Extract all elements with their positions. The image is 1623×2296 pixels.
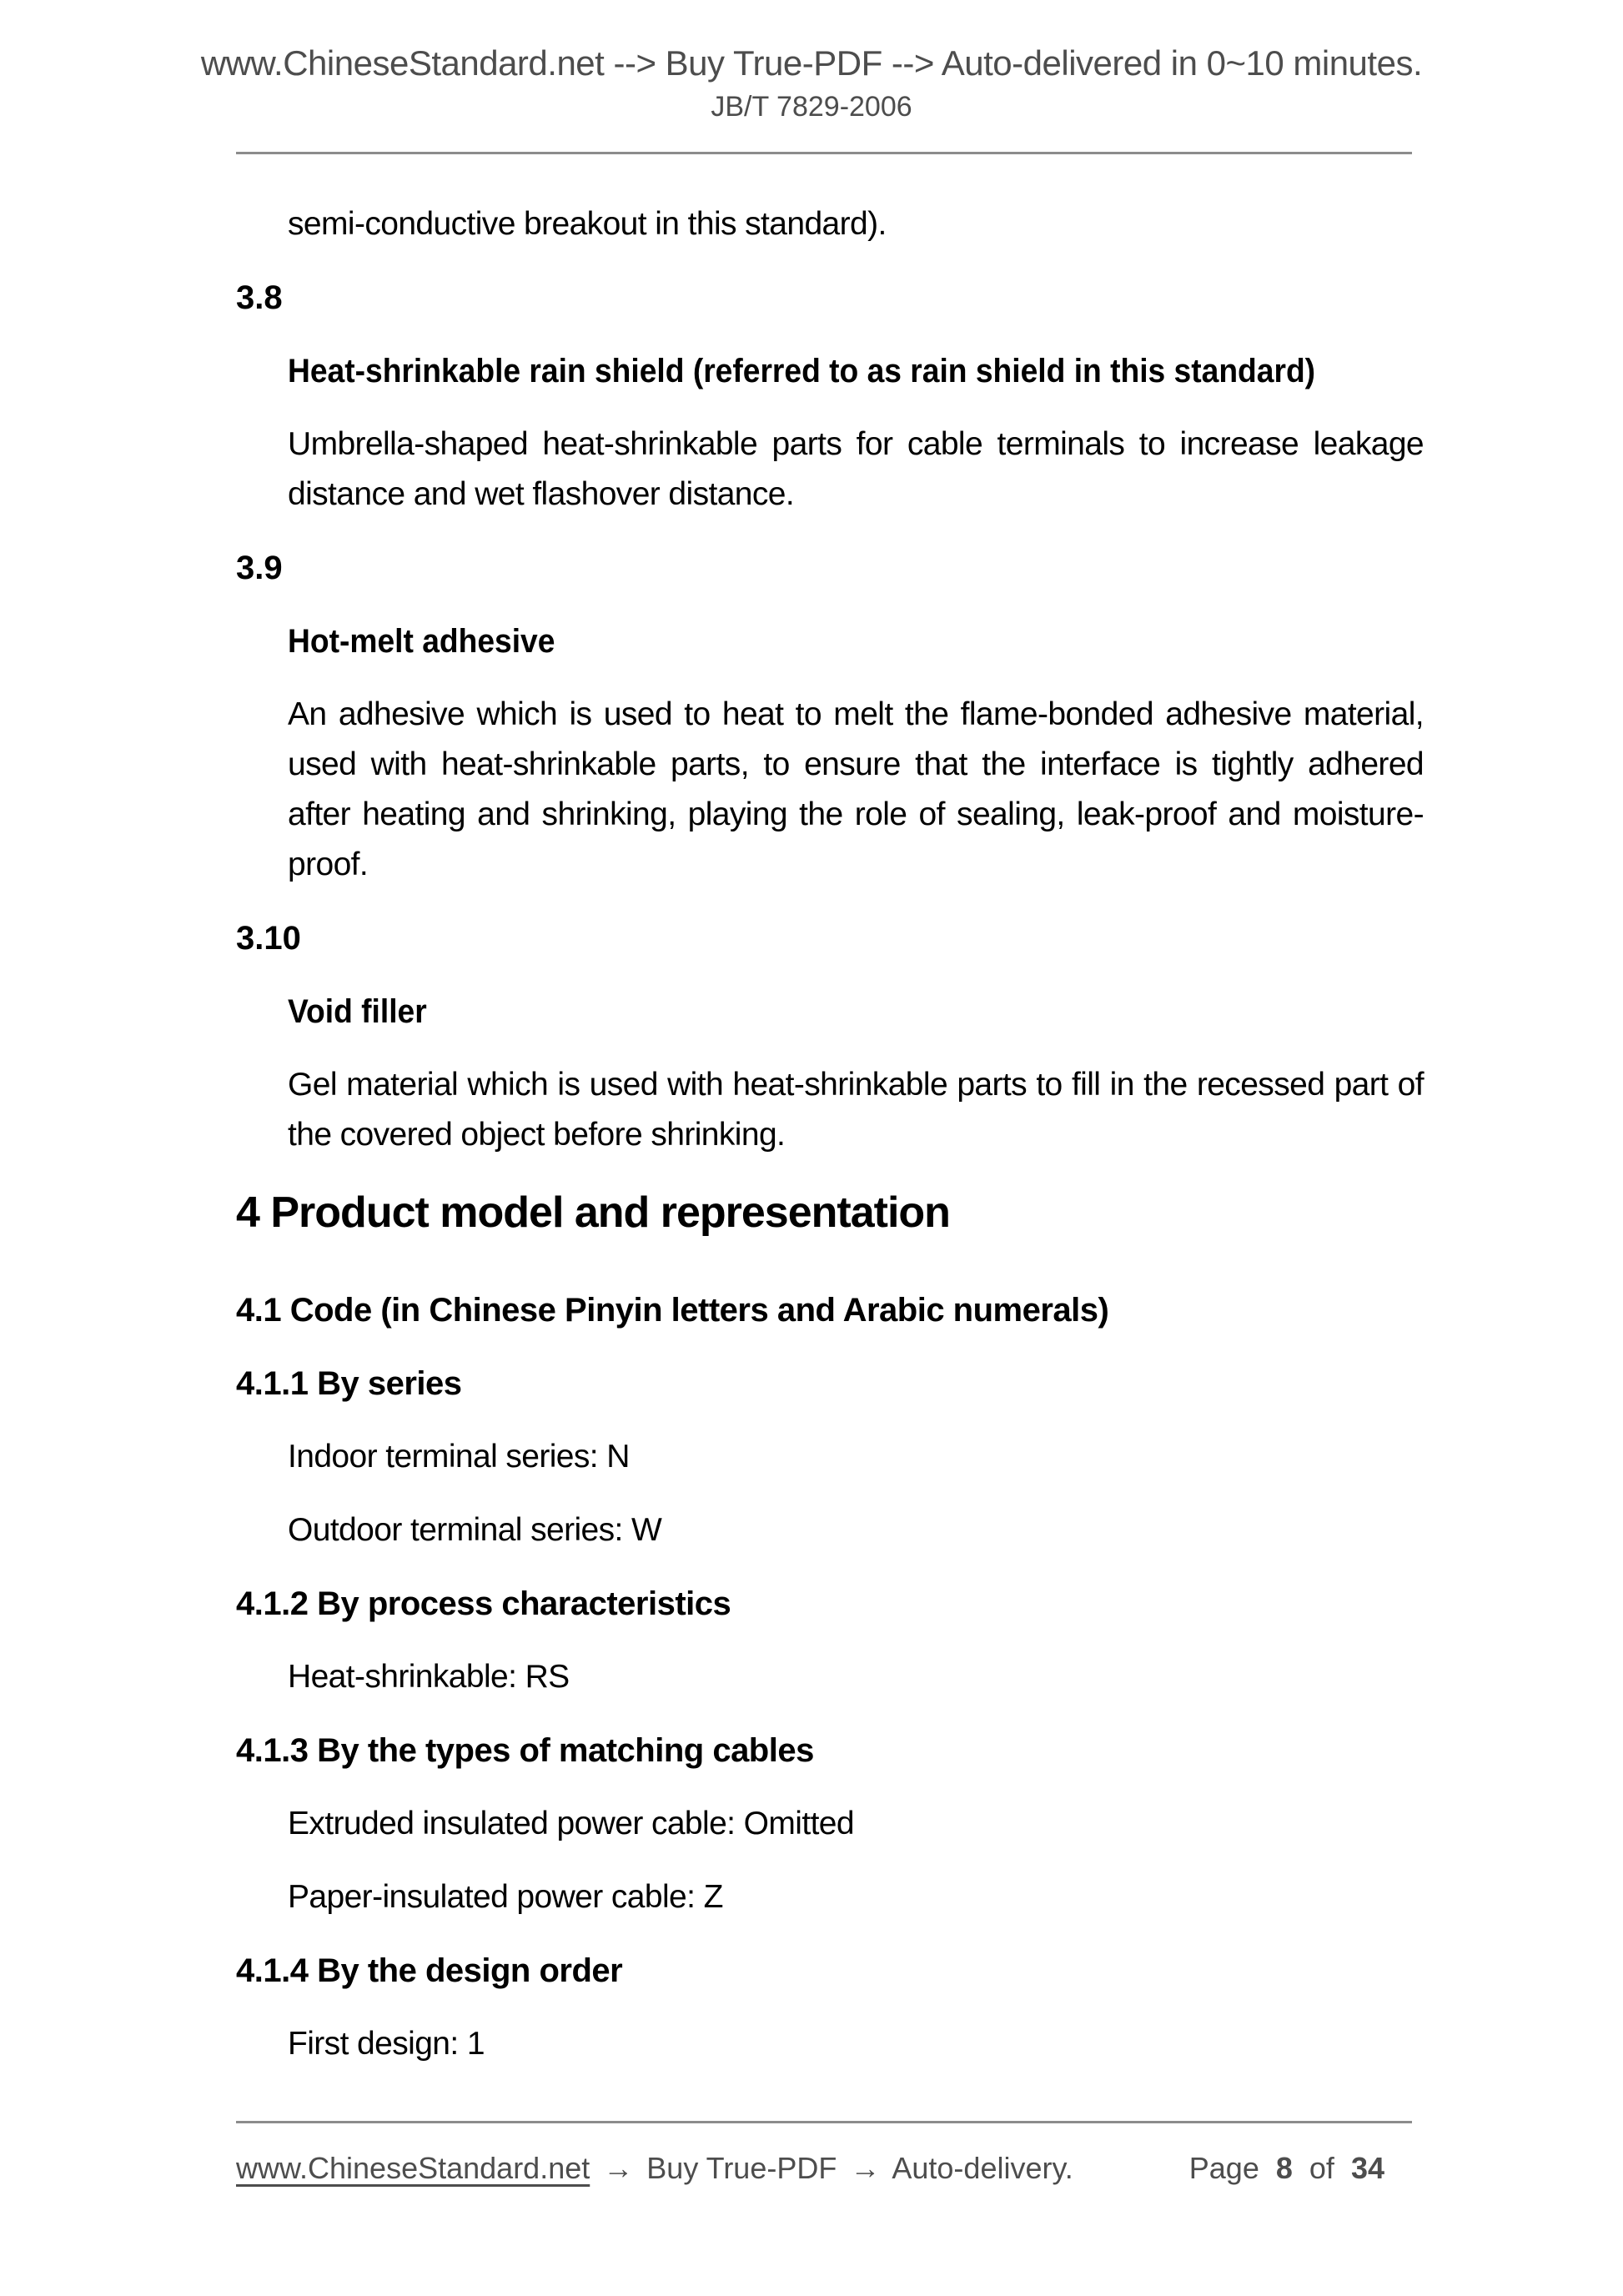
page-info (1185, 2152, 1412, 2185)
subsection-heading: 4.1.2 By process characteristics (236, 1585, 731, 1622)
header-banner: www.ChineseStandard.net --> Buy True-PDF --> Auto-delivered in 0~10 minutes. (200, 43, 1423, 83)
paragraph: Extruded insulated power cable: Omitted (288, 1806, 854, 1841)
paragraph: Umbrella-shaped heat-shrinkable parts for cable terminals to increase leakage distance and wet flashover distance. (288, 426, 1424, 512)
chapter-heading: 4 Product model and representation (236, 1188, 950, 1237)
page-footer (236, 2121, 1412, 2185)
page-current: 8 (1275, 2151, 1293, 2185)
paragraph: Indoor terminal series: N (288, 1439, 630, 1475)
term-heading: Void filler (288, 993, 427, 1030)
paragraph: Outdoor terminal series: W (288, 1512, 662, 1548)
footer-row (236, 2152, 1412, 2185)
subsection-heading: 4.1.1 By series (236, 1365, 462, 1402)
document-number: JB/T 7829-2006 (711, 91, 912, 123)
section-number: 3.9 (236, 550, 283, 586)
footer-delivery-text: Auto-delivery. (892, 2151, 1073, 2185)
page-total: 34 (1350, 2151, 1384, 2185)
subsection-heading: 4.1.4 By the design order (236, 1952, 623, 1989)
page-label: Page (1188, 2151, 1259, 2185)
paragraph: semi-conductive breakout in this standard). (288, 206, 887, 242)
term-heading: Heat-shrinkable rain shield (referred to as rain shield in this standard) (288, 353, 1316, 389)
subsection-heading: 4.1.3 By the types of matching cables (236, 1732, 814, 1769)
term-heading: Hot-melt adhesive (288, 623, 555, 660)
paragraph: First design: 1 (288, 2026, 485, 2062)
paragraph: Paper-insulated power cable: Z (288, 1879, 723, 1915)
paragraph: Heat-shrinkable: RS (288, 1659, 570, 1695)
footer-buy-text: Buy True-PDF (646, 2151, 837, 2185)
document-body (0, 154, 1623, 2069)
section-number: 3.8 (236, 279, 283, 316)
paragraph: Gel material which is used with heat-shrinkable parts to fill in the recessed part of the covered object before shrinking. (288, 1067, 1424, 1153)
arrow-icon: → (603, 2151, 634, 2185)
section-number: 3.10 (236, 920, 301, 957)
arrow-icon: → (850, 2151, 881, 2185)
footer-left (236, 2152, 1073, 2185)
of-label: of (1309, 2151, 1334, 2185)
footer-rule (236, 2121, 1412, 2123)
footer-site-link[interactable]: www.ChineseStandard.net (236, 2151, 590, 2185)
paragraph: An adhesive which is used to heat to melt the flame-bonded adhesive material, used with heat-shrinkable parts, to ensure that the interface is tightly adhered after heating and shrinking, playing the role of sealing, leak-proof and moisture-proof. (288, 696, 1424, 882)
section-heading: 4.1 Code (in Chinese Pinyin letters and Arabic numerals) (236, 1292, 1109, 1329)
